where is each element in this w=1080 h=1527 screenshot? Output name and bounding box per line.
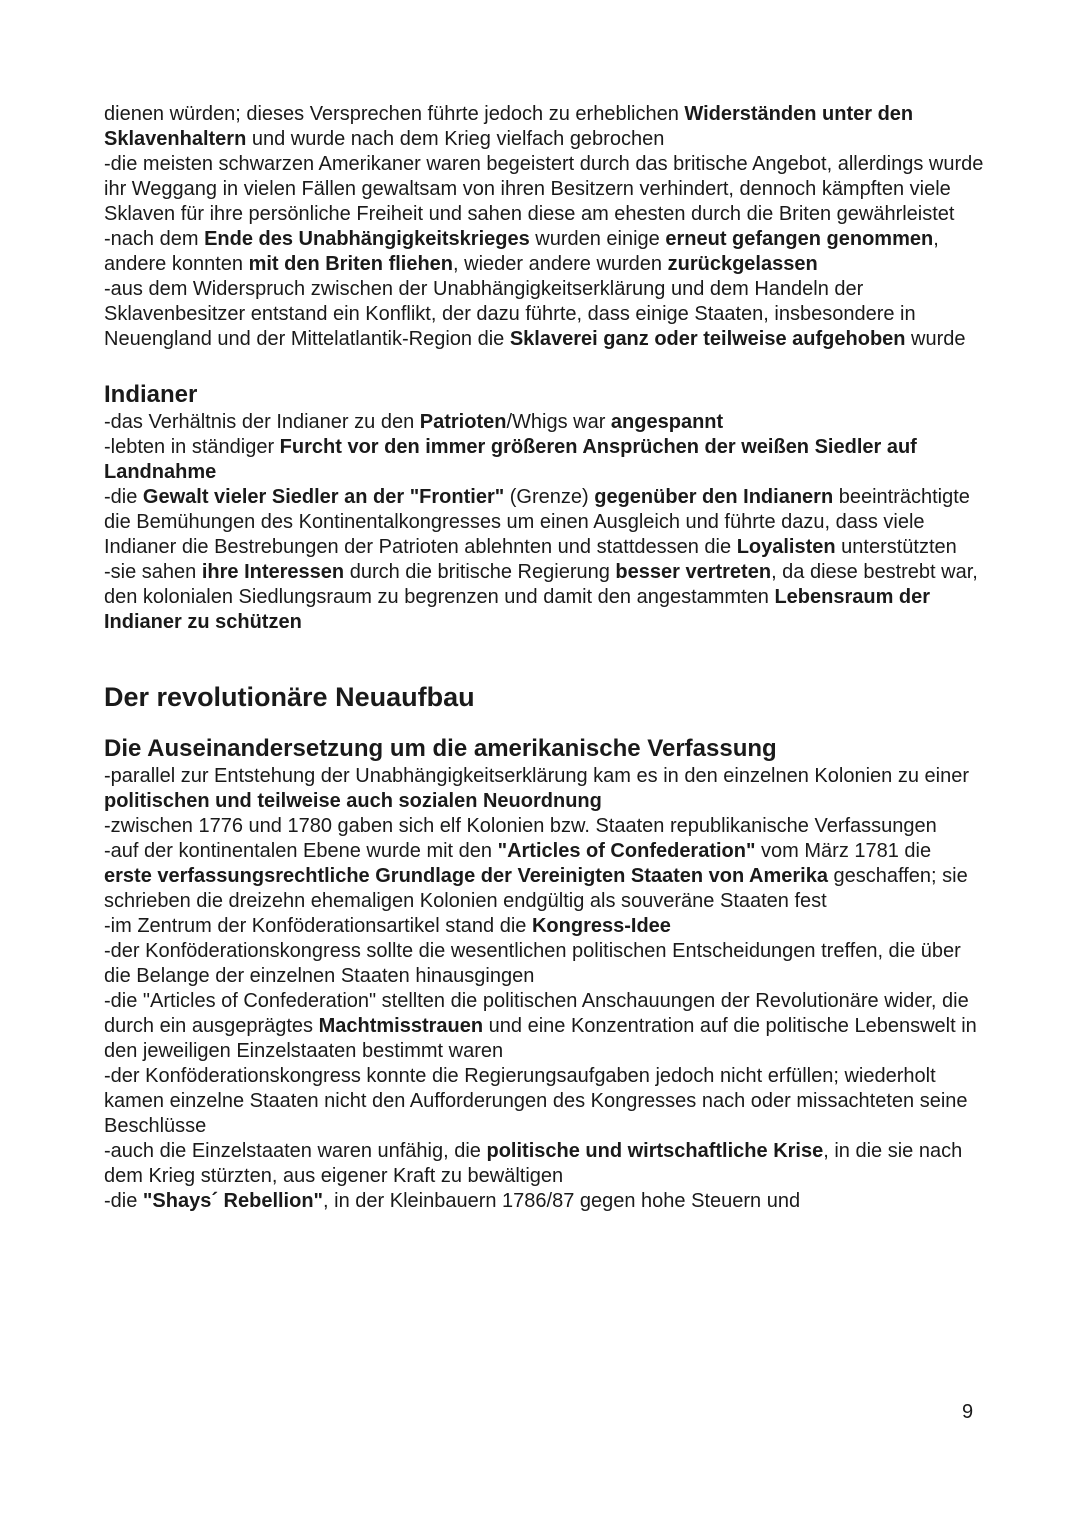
paragraph: [104, 410, 984, 435]
bold-text: mit den Briten fliehen: [248, 253, 454, 275]
text-run: , in die sie nach dem Krieg stürzten, aus eigener Kraft zu bewältigen: [104, 1140, 963, 1187]
text-run: beeinträchtigte die Bemühungen des Kontinentalkongresses um einen Ausgleich und führte dazu, dass viele Indianer die Bestrebungen der Patrioten ablehnten und stattdessen die: [104, 486, 970, 558]
text-run: und eine Konzentration auf die politische Lebenswelt in den jeweiligen Einzelstaaten bestimmt waren: [104, 1015, 977, 1062]
bold-text: Kongress-Idee: [531, 915, 671, 937]
bold-text: politische und wirtschaftliche Krise: [486, 1140, 824, 1162]
bold-text: Lebensraum der Indianer zu schützen: [104, 586, 931, 633]
text-run: -nach dem: [104, 228, 205, 250]
page-number: 9: [962, 1401, 974, 1423]
paragraph: [104, 764, 984, 814]
paragraph: [104, 485, 984, 560]
text-run: -das Verhältnis der Indianer zu den: [104, 411, 420, 433]
paragraph: [104, 560, 984, 635]
bold-text: "Shays´ Rebellion": [142, 1190, 324, 1212]
text-run: -sie sahen: [104, 561, 202, 583]
paragraph: [104, 152, 984, 227]
text-run: , andere konnten: [104, 228, 939, 275]
bold-text: Widerständen unter den Sklavenhaltern: [104, 103, 914, 150]
bold-text: politischen und teilweise auch sozialen Neuordnung: [104, 790, 602, 812]
chapter-title: Der revolutionäre Neuaufbau: [104, 682, 475, 712]
paragraph: [104, 814, 984, 839]
bold-text: Sklaverei ganz oder teilweise aufgehoben: [509, 328, 906, 350]
bold-text: "Articles of Confederation": [497, 840, 756, 862]
bold-text: besser vertreten: [615, 561, 772, 583]
bold-text: Loyalisten: [736, 536, 836, 558]
text-run: -die meisten schwarzen Amerikaner waren begeistert durch das britische Angebot, allerdings wurde ihr Weggang in vielen Fällen gewaltsam von ihren Besitzern verhindert, dennoch kämpften viele Sklaven für ihre persönliche Freiheit und sahen diese am ehesten durch die Briten gewährleistet: [104, 153, 984, 225]
text-run: -im Zentrum der Konföderationsartikel stand die: [104, 915, 532, 937]
text-run: -der Konföderationskongress konnte die Regierungsaufgaben jedoch nicht erfüllen; wiederholt kamen einzelne Staaten nicht den Aufforderungen des Kongresses nach oder missachteten seine Beschlüsse: [104, 1065, 968, 1137]
bold-text: angespannt: [610, 411, 724, 433]
text-run: , wieder andere wurden: [453, 253, 668, 275]
text-run: dienen würden; dieses Versprechen führte jedoch zu erheblichen: [104, 103, 685, 125]
text-run: geschaffen; sie schrieben die dreizehn ehemaligen Kolonien endgültig als souveräne Staaten fest: [104, 865, 968, 912]
text-run: -die "Articles of Confederation" stellten die politischen Anschauungen der Revolutionäre wider, die durch ein ausgeprägtes: [104, 990, 969, 1037]
section-sklaven-body: [104, 102, 984, 352]
bold-text: erste verfassungsrechtliche Grundlage der Vereinigten Staaten von Amerika: [104, 865, 828, 887]
text-run: -auf der kontinentalen Ebene wurde mit den: [104, 840, 498, 862]
bold-text: Patrioten: [419, 411, 507, 433]
text-run: , da diese bestrebt war, den kolonialen Siedlungsraum zu begrenzen und damit den angestammten: [104, 561, 978, 608]
paragraph: [104, 839, 984, 914]
paragraph: [104, 939, 984, 989]
paragraph: [104, 435, 984, 485]
text-run: -parallel zur Entstehung der Unabhängigkeitserklärung kam es in den einzelnen Kolonien zu einer: [104, 765, 969, 787]
section-heading-indianer: Indianer: [104, 381, 198, 408]
paragraph: [104, 1064, 984, 1139]
bold-text: Furcht vor den immer größeren Ansprüchen der weißen Siedler auf Landnahme: [104, 436, 917, 483]
text-run: -der Konföderationskongress sollte die wesentlichen politischen Entscheidungen treffen, die über die Belange der einzelnen Staaten hinausgingen: [104, 940, 961, 987]
text-run: unterstützten: [835, 536, 957, 558]
text-run: vom März 1781 die: [755, 840, 932, 862]
text-run: -zwischen 1776 und 1780 gaben sich elf Kolonien bzw. Staaten republikanische Verfassungen: [104, 815, 937, 837]
text-run: und wurde nach dem Krieg vielfach gebrochen: [246, 128, 665, 150]
text-run: -aus dem Widerspruch zwischen der Unabhängigkeitserklärung und dem Handeln der Sklavenbesitzer entstand ein Konflikt, der dazu führte, dass einige Staaten, insbesondere in Neuengland und der Mittelatlantik-Region die: [104, 278, 916, 350]
paragraph: [104, 1139, 984, 1189]
text-run: -die: [104, 1190, 143, 1212]
text-run: -die: [104, 486, 143, 508]
text-run: durch die britische Regierung: [344, 561, 616, 583]
paragraph: [104, 277, 984, 352]
document-page: [104, 102, 984, 1214]
section-indianer-body: [104, 410, 984, 635]
paragraph: [104, 102, 984, 152]
text-run: (Grenze): [504, 486, 595, 508]
bold-text: Ende des Unabhängigkeitskrieges: [204, 228, 530, 250]
bold-text: zurückgelassen: [667, 253, 818, 275]
text-run: /Whigs war: [506, 411, 611, 433]
bold-text: ihre Interessen: [201, 561, 345, 583]
text-run: wurden einige: [529, 228, 666, 250]
text-run: -auch die Einzelstaaten waren unfähig, die: [104, 1140, 487, 1162]
bold-text: Machtmisstrauen: [318, 1015, 484, 1037]
text-run: wurde: [905, 328, 966, 350]
paragraph: [104, 989, 984, 1064]
bold-text: gegenüber den Indianern: [594, 486, 834, 508]
section-heading-verfassung: Die Auseinandersetzung um die amerikanische Verfassung: [104, 735, 777, 762]
bold-text: Gewalt vieler Siedler an der "Frontier": [142, 486, 505, 508]
text-run: , in der Kleinbauern 1786/87 gegen hohe Steuern und: [323, 1190, 801, 1212]
bold-text: erneut gefangen genommen: [665, 228, 934, 250]
paragraph: [104, 914, 984, 939]
paragraph: [104, 1189, 984, 1214]
section-verfassung-body: [104, 764, 984, 1214]
paragraph: [104, 227, 984, 277]
text-run: -lebten in ständiger: [104, 436, 280, 458]
